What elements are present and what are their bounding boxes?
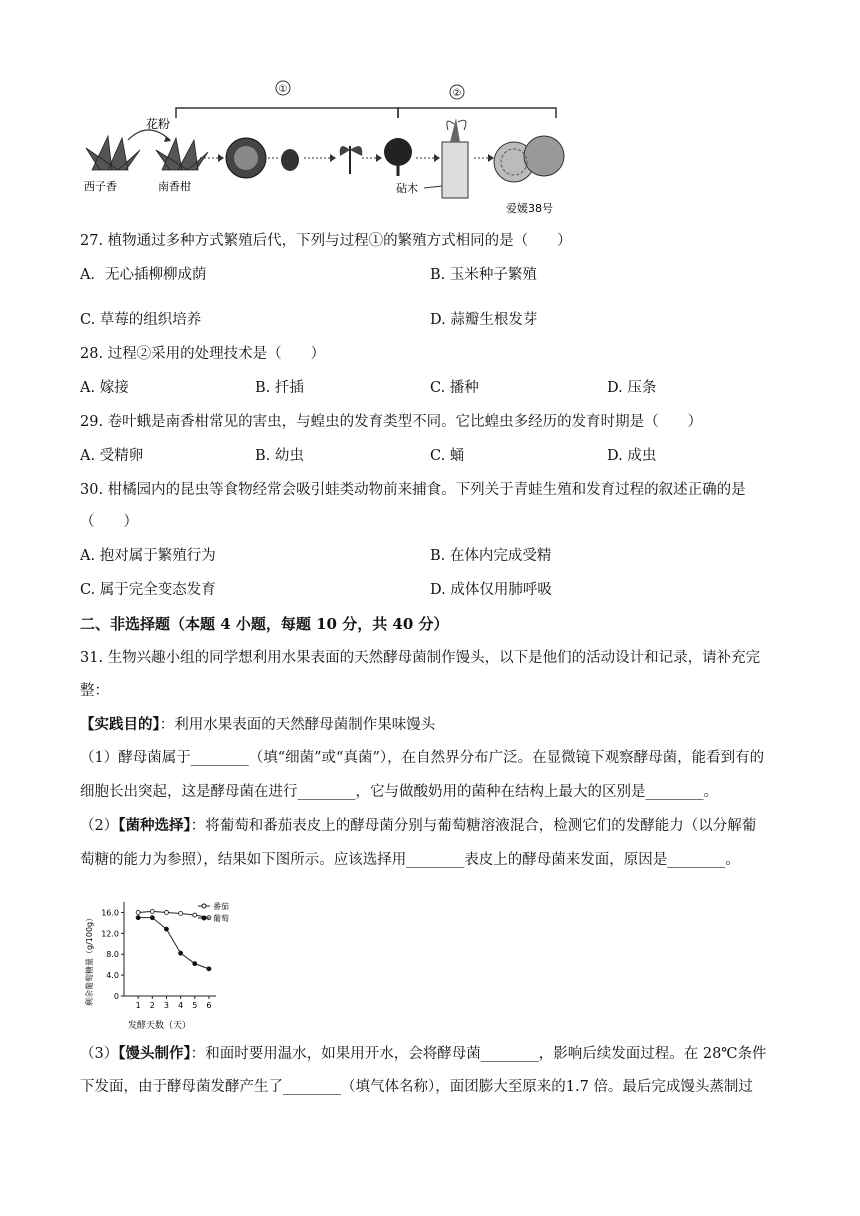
part3-text: ：和面时要用温水，如果用开水，会将酵母菌________，影响后续发面过程。在 28℃条件 (190, 1046, 767, 1062)
x-tick-label: 1 (135, 1001, 141, 1010)
x-tick-label: 5 (192, 1001, 198, 1010)
q31-part1-line2: 细胞长出突起，这是酵母菌在进行________，它与做酸奶用的菌种在结构上最大的区别是________。 (80, 784, 718, 800)
aiyuan38-label: 爱媛38号 (506, 202, 553, 215)
purpose-label: 【实践目的】 (80, 716, 160, 733)
pollen-label: 花粉 (146, 117, 171, 131)
data-point (207, 967, 211, 971)
q30-option-c[interactable]: C. 属于完全变态发育 (80, 582, 216, 598)
part2-label: 【菌种选择】 (118, 817, 191, 834)
series-line-2 (138, 918, 209, 969)
grafting-icon (442, 118, 468, 198)
q31-part3-line2: 下发面，由于酵母菌发酵产生了________（填气体名称），面团膨大至原来的1.7 倍。最后完成馒头蒸制过 (80, 1079, 753, 1095)
data-point (164, 910, 168, 914)
legend-marker (202, 916, 206, 920)
q29-option-a[interactable]: A. 受精卵 (80, 448, 144, 464)
tree-icon (384, 138, 412, 176)
y-tick-label: 0 (113, 992, 119, 1001)
y-axis-label: 剩余葡萄糖量（g/100g） (85, 913, 94, 1006)
nanxianggan-label: 南香柑 (158, 180, 191, 193)
data-point (193, 962, 197, 966)
data-point (179, 911, 183, 915)
data-point (179, 951, 183, 955)
q28-option-c[interactable]: C. 播种 (430, 380, 479, 396)
data-point (150, 909, 154, 913)
nanxianggan-plant-icon (156, 138, 208, 170)
q29-option-b[interactable]: B. 幼虫 (255, 448, 304, 464)
q29-stem: 29. 卷叶蛾是南香柑常见的害虫，与蝗虫的发育类型不同。它比蝗虫多经历的发育时期是（ ） (80, 414, 703, 430)
q27-option-a[interactable]: A．无心插柳柳成荫 (80, 267, 207, 283)
seed-icon (281, 149, 299, 171)
aiyuan-orange-icon (494, 136, 564, 182)
q31-part3-line1 (80, 1044, 767, 1064)
q28-option-d[interactable]: D. 压条 (607, 380, 657, 396)
q30-stem-bracket: （ ） (80, 514, 138, 530)
q27-option-d[interactable]: D. 蒜瓣生根发芽 (430, 312, 538, 328)
brace-process-1 (176, 108, 398, 118)
q31-part1-line1: （1）酵母菌属于________（填“细菌”或“真菌”），在自然界分布广泛。在显微镜下观察酵母菌，能看到有的 (80, 750, 765, 766)
q28-option-b[interactable]: B. 扦插 (255, 380, 304, 396)
data-point (136, 910, 140, 914)
data-point (136, 916, 140, 920)
y-tick-label: 4.0 (106, 971, 119, 981)
stock-label: 砧木 (396, 182, 418, 195)
series-line-1 (138, 911, 209, 917)
q27-stem: 27. 植物通过多种方式繁殖后代，下列与过程①的繁殖方式相同的是（ ） (80, 233, 572, 249)
fruit-cross-section-icon (226, 138, 266, 178)
x-tick-label: 2 (149, 1001, 155, 1010)
glucose-fermentation-chart (80, 888, 250, 1038)
x-tick-label: 6 (206, 1001, 212, 1010)
data-point (193, 913, 197, 917)
process-1-label: ① (278, 84, 288, 95)
q27-option-b[interactable]: B. 玉米种子繁殖 (430, 267, 537, 283)
q31-part2-line2: 萄糖的能力为参照），结果如下图所示。应该选择用________表皮上的酵母菌来发面，原因是________。 (80, 852, 740, 868)
x-axis-label: 发酵天数（天） (128, 1021, 192, 1031)
purpose-text: ：利用水果表面的天然酵母菌制作果味馒头 (159, 717, 436, 733)
q30-option-a[interactable]: A. 抱对属于繁殖行为 (80, 548, 216, 564)
y-tick-label: 16.0 (101, 908, 119, 918)
q31-intro-line2: 整： (80, 683, 109, 699)
q31-intro-line1: 31. 生物兴趣小组的同学想利用水果表面的天然酵母菌制作馒头，以下是他们的活动设计和记录，请补充完 (80, 650, 761, 666)
process-2-label: ② (452, 88, 462, 99)
q29-option-d[interactable]: D. 成虫 (607, 448, 657, 464)
xizixiang-label: 西子香 (84, 180, 117, 193)
part2-number: （2） (80, 818, 119, 834)
legend-label: 番茄 (213, 902, 229, 911)
q30-option-d[interactable]: D. 成体仅用肺呼吸 (430, 582, 552, 598)
legend-label: 葡萄 (213, 914, 229, 923)
q30-option-b[interactable]: B. 在体内完成受精 (430, 548, 552, 564)
q29-option-c[interactable]: C. 蛹 (430, 448, 465, 464)
seedling-icon (340, 146, 363, 174)
data-point (164, 927, 168, 931)
part3-number: （3） (80, 1046, 119, 1062)
xizixiang-plant-icon (86, 136, 140, 170)
y-tick-label: 12.0 (101, 929, 119, 939)
q28-stem: 28. 过程②采用的处理技术是（ ） (80, 346, 326, 362)
q31-part2-line1 (80, 816, 756, 836)
x-tick-label: 3 (163, 1001, 170, 1010)
q27-option-c[interactable]: C. 草莓的组织培养 (80, 312, 202, 328)
breeding-process-diagram (78, 78, 568, 218)
x-tick-label: 4 (178, 1001, 184, 1010)
data-point (150, 916, 154, 920)
part3-label: 【馒头制作】 (118, 1045, 191, 1062)
q30-stem: 30. 柑橘园内的昆虫等食物经常会吸引蛙类动物前来捕食。下列关于青蛙生殖和发育过程的叙述正确的是 (80, 482, 746, 498)
brace-process-2 (398, 108, 556, 118)
section-2-heading: 二、非选择题（本题 4 小题，每题 10 分，共 40 分） (80, 615, 449, 633)
q28-option-a[interactable]: A. 嫁接 (80, 380, 129, 396)
part2-text: ：将葡萄和番茄表皮上的酵母菌分别与葡萄糖溶液混合，检测它们的发酵能力（以分解葡 (190, 818, 757, 834)
y-tick-label: 8.0 (106, 950, 119, 960)
q31-purpose (80, 715, 435, 735)
legend-marker (202, 904, 206, 908)
